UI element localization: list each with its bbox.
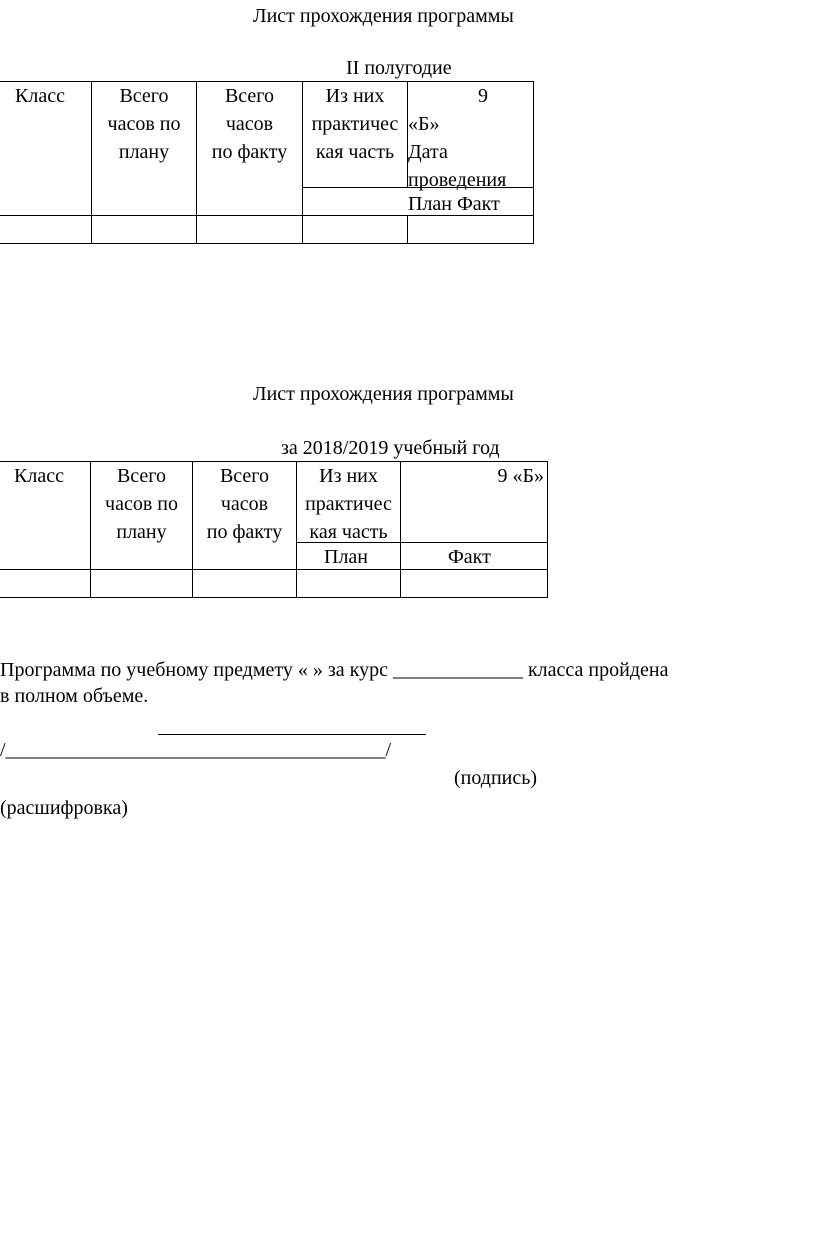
completion-statement-cont: в полном объеме.: [0, 685, 149, 707]
s1-header-plan-fact: План Факт: [408, 193, 500, 215]
s1-header-date: Дата проведения: [408, 141, 507, 191]
s1-header-practical: Из них практичес кая часть: [311, 85, 399, 163]
section1-subtitle: II полугодие: [346, 57, 452, 79]
s2-header-plan-hours: Всего часов по плану: [105, 465, 178, 543]
s1-header-fact-hours: Всего часов по факту: [211, 85, 288, 163]
s2-header-class-name: 9 «Б»: [497, 465, 544, 487]
s1-header-plan-hours: Всего часов по плану: [107, 85, 181, 163]
completion-statement: Программа по учебному предмету « » за курс _____________ класса пройдена: [0, 659, 669, 681]
s1-header-class-num: 9: [478, 85, 488, 107]
signature-caption: (подпись): [454, 767, 538, 789]
section2-subtitle: за 2018/2019 учебный год: [281, 437, 500, 459]
s2-header-klass: Класс: [14, 465, 64, 487]
s2-header-plan: План: [324, 546, 369, 568]
section1-title: Лист прохождения программы: [253, 5, 514, 27]
s2-header-fact: Факт: [448, 546, 491, 568]
decoding-caption: (расшифровка): [0, 797, 128, 819]
signature-underline: [158, 734, 426, 735]
s1-header-klass: Класс: [15, 85, 65, 107]
signature-line: /______________________________________/: [0, 739, 392, 761]
s2-header-practical: Из них практичес кая часть: [305, 465, 392, 543]
section2-title: Лист прохождения программы: [253, 383, 514, 405]
s2-header-fact-hours: Всего часов по факту: [206, 465, 283, 543]
s1-header-class-letter: «Б»: [408, 113, 440, 135]
